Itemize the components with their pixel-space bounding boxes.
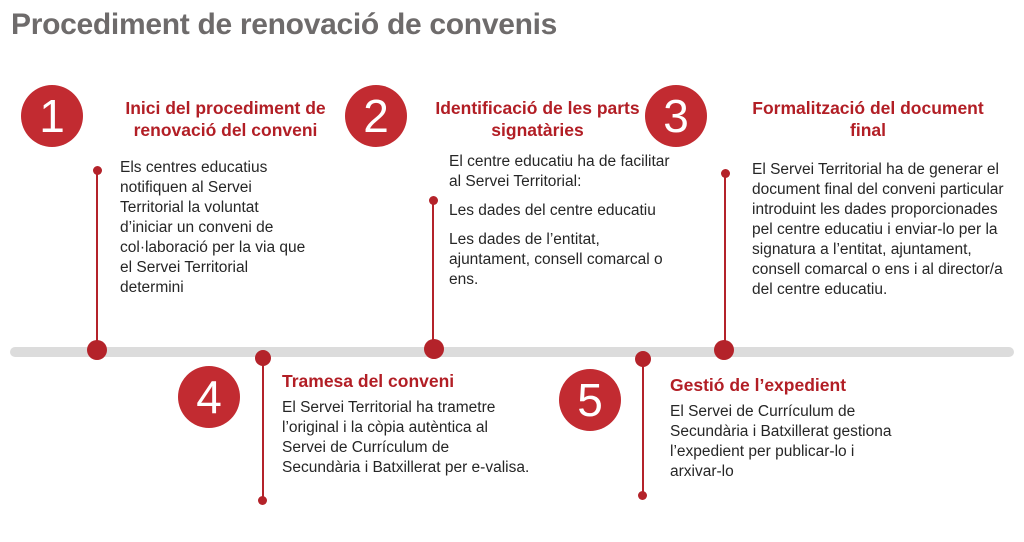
step-3-body: [752, 160, 1004, 309]
step-3-connector-line: [724, 173, 726, 351]
step-2-connector-dot-top: [429, 196, 438, 205]
step-2-paragraph: Les dades de l’entitat, ajuntament, consell comarcal o ens.: [449, 231, 663, 288]
step-2-number: 2: [363, 90, 389, 142]
step-5-circle: [559, 369, 621, 431]
step-3-circle: [645, 85, 707, 147]
step-5-connector-line: [642, 358, 644, 496]
step-3-number: 3: [663, 90, 689, 142]
step-3-title: Formalització del document final: [752, 98, 984, 140]
step-2-timeline-dot: [424, 339, 444, 359]
step-4-title: Tramesa del conveni: [282, 371, 455, 391]
step-1-body: [120, 158, 312, 307]
page-title: Procediment de renovació de convenis: [11, 8, 558, 41]
step-2-circle: [345, 85, 407, 147]
step-1-connector-line: [96, 170, 98, 350]
step-1-circle: [21, 85, 83, 147]
step-1-number: 1: [39, 90, 65, 142]
step-4-number: 4: [196, 371, 222, 423]
step-4-connector-dot-bottom: [258, 496, 267, 505]
step-5-paragraph: El Servei de Currículum de Secundària i Batxillerat gestiona l’expedient per publicar-lo i arxivar-lo: [670, 403, 892, 480]
step-3-connector-dot-top: [721, 169, 730, 178]
step-5-body: [670, 402, 898, 491]
step-5-title: Gestió de l’expedient: [670, 375, 847, 395]
step-4-timeline-dot: [255, 350, 271, 366]
step-3-timeline-dot: [714, 340, 734, 360]
step-5-connector-dot-bottom: [638, 491, 647, 500]
step-4-connector-line: [262, 356, 264, 501]
step-2-body: [449, 152, 677, 299]
step-1-title: Inici del procediment de renovació del conveni: [125, 98, 326, 140]
step-1-paragraph: Els centres educatius notifiquen al Servei Territorial la voluntat d’iniciar un conveni de col·laboració per la via que el Servei Territorial determini: [120, 159, 306, 296]
step-1-timeline-dot: [87, 340, 107, 360]
step-2-paragraph: El centre educatiu ha de facilitar al Servei Territorial:: [449, 153, 670, 190]
step-3-paragraph: El Servei Territorial ha de generar el document final del conveni particular introduint les dades proporcionades pel centre educatiu i enviar-lo per la signatura a l’entitat, ajuntament, consell comarcal o ens i al director/a del centre educatiu.: [752, 161, 1004, 298]
step-4-circle: [178, 366, 240, 428]
step-2-title: Identificació de les parts signatàries: [435, 98, 640, 140]
timeline-bar: [10, 347, 1014, 357]
step-5-number: 5: [577, 374, 603, 426]
step-4-paragraph: El Servei Territorial ha trametre l’original i la còpia autèntica al Servei de Currículum de Secundària i Batxillerat per e-valisa.: [282, 399, 530, 476]
step-5-timeline-dot: [635, 351, 651, 367]
step-2-paragraph: Les dades del centre educatiu: [449, 202, 656, 219]
step-1-connector-dot-top: [93, 166, 102, 175]
step-4-body: [282, 398, 530, 487]
step-2-connector-line: [432, 200, 434, 350]
